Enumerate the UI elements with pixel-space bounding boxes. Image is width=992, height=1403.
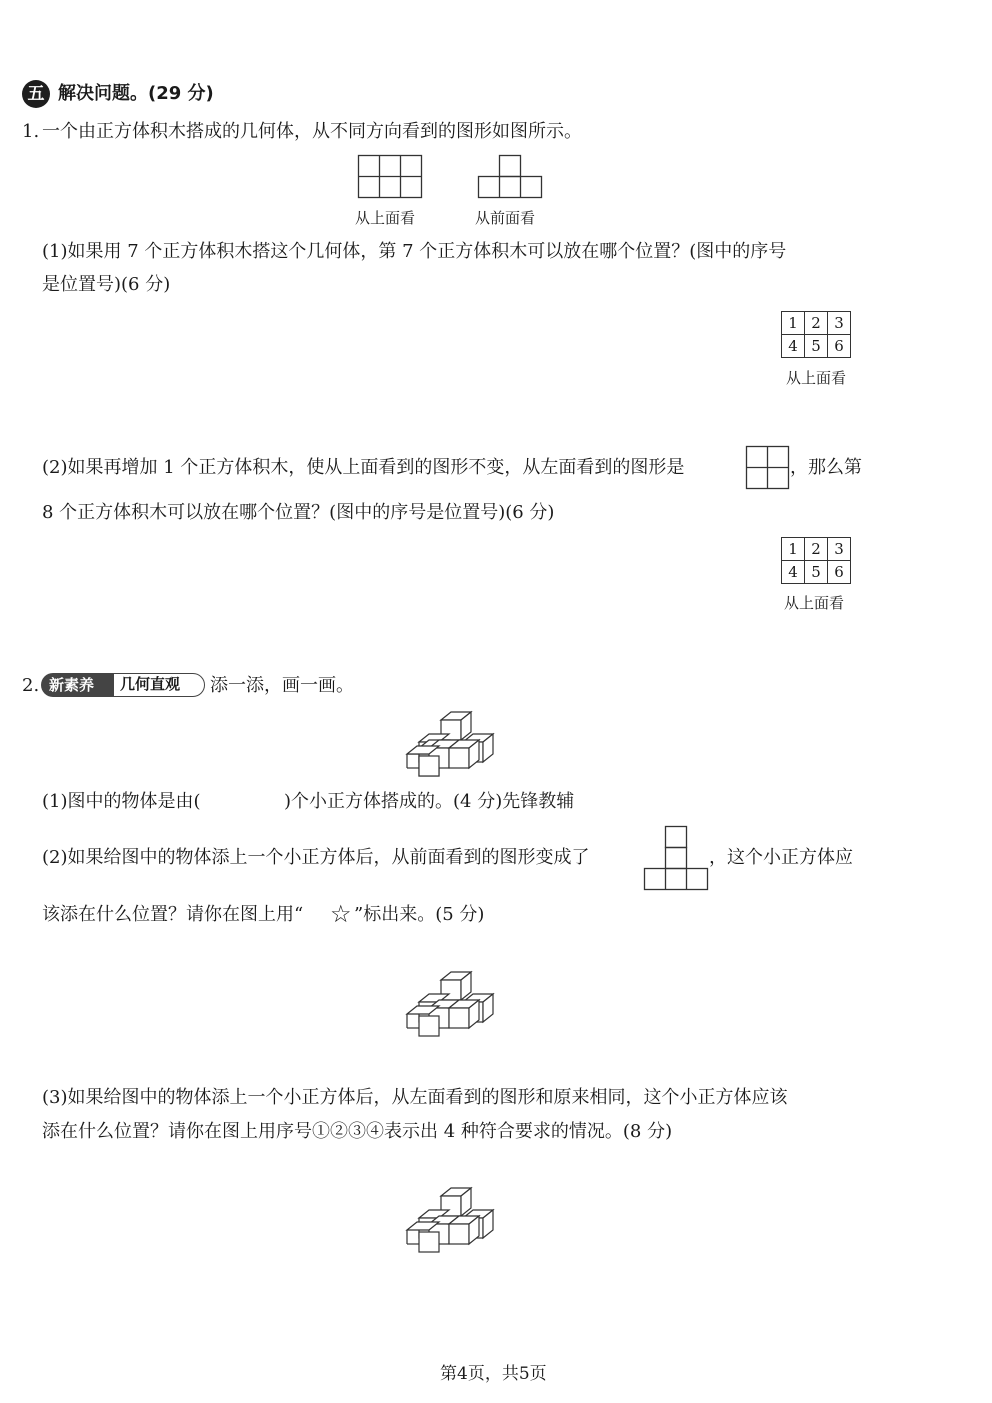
- q2-cube-figure-3: [405, 1186, 497, 1254]
- q2-part3-line1: (3)如果给图中的物体添上一个小正方体后，从左面看到的图形和原来相同，这个小正方体应该: [42, 1087, 788, 1108]
- q1-part1-line1: (1)如果用 7 个正方体积木搭这个几何体，第 7 个正方体积木可以放在哪个位置？(图中的序号: [42, 241, 787, 262]
- q1-front-view-label: 从前面看: [475, 209, 536, 227]
- q1-top-view-label: 从上面看: [355, 209, 416, 227]
- q1-part1-grid-label: 从上面看: [786, 369, 847, 387]
- q2-part2-line2-b: ”标出来。(5 分): [354, 904, 485, 925]
- q2-stem: 添一添，画一画。: [210, 675, 354, 696]
- q2-part2-line1-end: ，这个小正方体应: [709, 847, 853, 868]
- q2-part3-line2: 添在什么位置？请你在图上用序号①②③④表示出 4 种符合要求的情况。(8 分): [42, 1121, 673, 1142]
- q2-cube-figure-2: [405, 970, 497, 1038]
- section-number-badge: 五: [22, 80, 50, 108]
- q1-number: 1.: [22, 121, 40, 142]
- q1-part2-line1-end: ，那么第: [790, 457, 862, 478]
- grid-cell: 6: [828, 335, 851, 358]
- grid-cell: 5: [805, 561, 828, 584]
- grid-cell: 5: [805, 335, 828, 358]
- star-icon: ☆: [330, 900, 352, 928]
- q2-part1-a: (1)图中的物体是由(: [42, 791, 201, 812]
- q2-part2-line2-a: 该添在什么位置？请你在图上用“: [42, 904, 304, 925]
- q2-front-view-diagram: [644, 826, 710, 890]
- q1-part2-grid-label: 从上面看: [784, 594, 845, 612]
- grid-cell: 1: [782, 312, 805, 335]
- q2-tag-geometric-intuition: 几何直观: [113, 673, 205, 697]
- grid-cell: 4: [782, 335, 805, 358]
- q1-part1-position-grid: [781, 311, 851, 358]
- grid-cell: 2: [805, 538, 828, 561]
- q1-stem: 一个由正方体积木搭成的几何体，从不同方向看到的图形如图所示。: [42, 121, 582, 142]
- grid-cell: 3: [828, 538, 851, 561]
- q2-cube-figure-1: [405, 710, 497, 778]
- grid-cell: 2: [805, 312, 828, 335]
- q2-part1-b: )个小正方体搭成的。(4 分)先锋教辅: [284, 791, 575, 812]
- grid-cell: 1: [782, 538, 805, 561]
- q1-top-view-diagram: [358, 155, 424, 199]
- q1-front-view-diagram: [478, 155, 544, 199]
- q1-part2-line2: 8 个正方体积木可以放在哪个位置？(图中的序号是位置号)(6 分): [42, 502, 555, 523]
- q1-part1-line2: 是位置号)(6 分): [42, 274, 171, 295]
- grid-cell: 3: [828, 312, 851, 335]
- section-title: 解决问题。(29 分): [58, 83, 214, 104]
- q2-number: 2.: [22, 675, 40, 696]
- q1-part2-position-grid: [781, 537, 851, 584]
- grid-cell: 6: [828, 561, 851, 584]
- q2-tag-new-literacy: 新素养: [41, 673, 113, 697]
- q2-part2-line1: (2)如果给图中的物体添上一个小正方体后，从前面看到的图形变成了: [42, 847, 590, 868]
- q1-left-view-diagram: [746, 446, 790, 490]
- grid-cell: 4: [782, 561, 805, 584]
- q1-part2-line1: (2)如果再增加 1 个正方体积木，使从上面看到的图形不变，从左面看到的图形是: [42, 457, 685, 478]
- page-number-footer: 第4页，共5页: [440, 1364, 547, 1384]
